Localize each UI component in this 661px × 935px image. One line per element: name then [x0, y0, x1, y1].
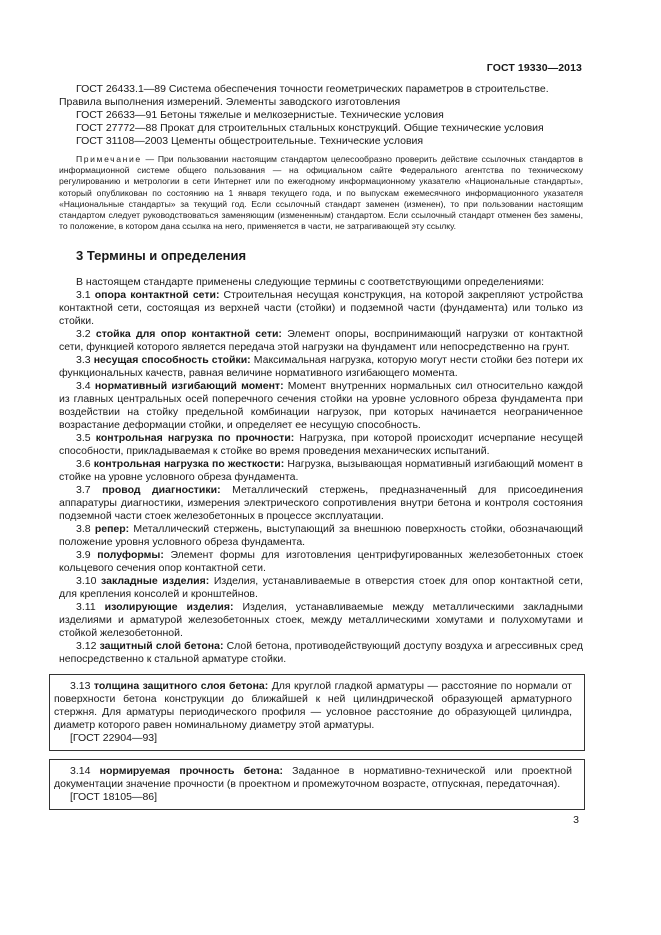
term-number: 3.1	[76, 289, 91, 302]
term-entry	[59, 380, 583, 432]
term-entry	[59, 640, 583, 666]
term-number: 3.13	[70, 680, 91, 693]
note-text: — При пользовании настоящим стандартом целесообразно проверить действие ссылочных стандартов в информационной системе общего пользования — на официальном сайте Федерального агентства по техническому регулированию и метрологии в сети Интернет или по ежегодному информационному указателю «Национальные стандарты», который опубликован по состоянию на 1 января текущего года, и по выпускам ежемесячного информационного указателя «Национальные стандарты» за текущий год. Если ссылочный стандарт заменен (изменен), то при пользовании настоящим стандартом следует руководствоваться заменяющим (измененным) стандартом. Если ссылочный стандарт отменен без замены, то положение, в котором дана ссылка на него, применяется в части, не затрагивающей эту ссылку.	[59, 154, 583, 232]
term-name: опора контактной сети:	[94, 289, 220, 302]
term-name: нормативный изгибающий момент:	[94, 380, 284, 393]
reference-item	[59, 83, 583, 96]
term-number: 3.8	[76, 523, 91, 536]
term-entry	[59, 575, 583, 601]
term-definition: Нагрузка, при которой происходит исчерпание несущей способности, прикладываемая к стойке во время проведения механических испытаний.	[59, 432, 583, 458]
reference-item-continuation: Правила выполнения измерений. Элементы заводского изготовления	[59, 96, 401, 108]
page-number: 3	[573, 814, 579, 826]
term-number: 3.5	[76, 432, 91, 445]
term-number: 3.10	[76, 575, 97, 588]
boxed-terms-list	[54, 674, 583, 810]
term-definition: Строительная несущая конструкция, на которой закрепляют устройства контактной сети, состоящая из верхней части (стойки) и подземной части (фундамента) или только из стойки.	[59, 289, 583, 328]
terms-list	[59, 289, 583, 666]
term-name: репер:	[94, 523, 130, 536]
term-name: изолирующие изделия:	[104, 601, 234, 614]
term-definition: Элемент опоры, воспринимающий нагрузки от контактной сети, функцией которого является передача этой нагрузки на фундамент или непосредственно на грунт.	[59, 328, 584, 354]
reference-text: ГОСТ 26433.1—89 Система обеспечения точности геометрических параметров в строительстве.	[76, 83, 549, 95]
term-number: 3.4	[76, 380, 91, 393]
term-definition: Максимальная нагрузка, которую могут нести стойки без потери их функциональных качеств, равная величине нормативного изгибающего момента.	[59, 354, 583, 380]
term-definition: Изделия, устанавливаемые между металлическими закладными изделиями и арматурой железобетонных стоек, между металлическими хомутами и полухомутами и стойкой железобетонной.	[59, 601, 583, 640]
note-label: Примечание	[76, 154, 142, 164]
term-entry	[59, 523, 583, 549]
term-number: 3.11	[76, 601, 96, 614]
section-heading: 3 Термины и определения	[76, 248, 247, 264]
boxed-term	[49, 674, 585, 751]
term-entry	[59, 484, 583, 523]
page-content	[54, 83, 584, 810]
term-number: 3.7	[76, 484, 91, 497]
term-name: несущая способность стойки:	[93, 354, 251, 367]
term-entry	[54, 765, 572, 791]
term-name: закладные изделия:	[101, 575, 210, 588]
term-definition: Заданное в нормативно-технической или проектной документации значение прочности (в проектном и промежуточном возрасте, отпускная, передаточная).	[54, 765, 572, 791]
term-definition: Металлический стержень, выступающий за внешнюю поверхность стойки, обозначающий положение уровня условного обреза фундамента.	[59, 523, 583, 549]
term-number: 3.12	[76, 640, 97, 653]
section-intro: В настоящем стандарте применены следующие термины с соответствующими определениями:	[76, 276, 545, 289]
term-name: толщина защитного слоя бетона:	[93, 680, 269, 693]
term-entry	[54, 680, 572, 732]
term-number: 3.14	[70, 765, 91, 778]
term-entry	[59, 601, 583, 640]
term-definition: Слой бетона, противодействующий доступу воздуха и агрессивных сред непосредственно к стальной арматуре стойки.	[59, 640, 583, 666]
term-name: провод диагностики:	[102, 484, 221, 497]
term-entry	[59, 458, 583, 484]
reference-item: ГОСТ 27772—88 Прокат для строительных стальных конструкций. Общие технические условия	[76, 122, 544, 134]
term-name: контрольная нагрузка по жесткости:	[93, 458, 285, 471]
term-number: 3.9	[76, 549, 91, 562]
term-name: защитный слой бетона:	[99, 640, 224, 653]
term-entry	[59, 354, 583, 380]
term-name: нормируемая прочность бетона:	[99, 765, 283, 778]
reference-item: ГОСТ 26633—91 Бетоны тяжелые и мелкозернистые. Технические условия	[76, 109, 444, 121]
reference-item: ГОСТ 31108—2003 Цементы общестроительные. Технические условия	[76, 135, 424, 147]
term-entry	[59, 549, 583, 575]
term-source: [ГОСТ 18105—86]	[70, 791, 158, 804]
term-source: [ГОСТ 22904—93]	[70, 732, 158, 745]
note-block	[59, 154, 583, 232]
boxed-term	[49, 759, 585, 810]
standard-code-header: ГОСТ 19330—2013	[486, 62, 582, 74]
term-entry	[59, 432, 583, 458]
term-definition: Элемент формы для изготовления центрифугированных железобетонных стоек кольцевого сечения опор контактной сети.	[59, 549, 584, 575]
term-number: 3.6	[76, 458, 91, 471]
term-name: стойка для опор контактной сети:	[95, 328, 282, 341]
term-entry	[59, 289, 583, 328]
term-definition: Металлический стержень, предназначенный для присоединения аппаратуры диагностики, измерения электрического сопротивления внутри бетона и контроля состояния подземной части стоек железобетонных в процессе эксплуатации.	[59, 484, 583, 523]
term-definition: Изделия, устанавливаемые в отверстия стоек для опор контактной сети, для крепления консолей и кронштейнов.	[59, 575, 583, 601]
term-definition: Момент внутренних нормальных сил относительно каждой из главных центральных осей поперечного сечения стойки на уровне условного обреза фундамента при воздействии на стойку предельной комбинации нагрузок, при которых начинается неограниченное возрастание деформации стойки, и определяет ее несущую способность.	[59, 380, 584, 432]
term-name: полуформы:	[97, 549, 164, 562]
term-name: контрольная нагрузка по прочности:	[95, 432, 295, 445]
term-number: 3.2	[76, 328, 91, 341]
term-number: 3.3	[76, 354, 91, 367]
term-definition: Нагрузка, вызывающая нормативный изгибающий момент в стойке на уровне условного обреза фундамента.	[59, 458, 583, 484]
term-definition: Для круглой гладкой арматуры — расстояние по нормали от поверхности бетона конструкции до ближайшей к ней цилиндрической образующей арматурного стержня. Для арматуры периодического профиля — условное расстояние до образующей цилиндра, диаметр которого равен номинальному диаметру этой арматуры.	[54, 680, 572, 732]
term-entry	[59, 328, 583, 354]
